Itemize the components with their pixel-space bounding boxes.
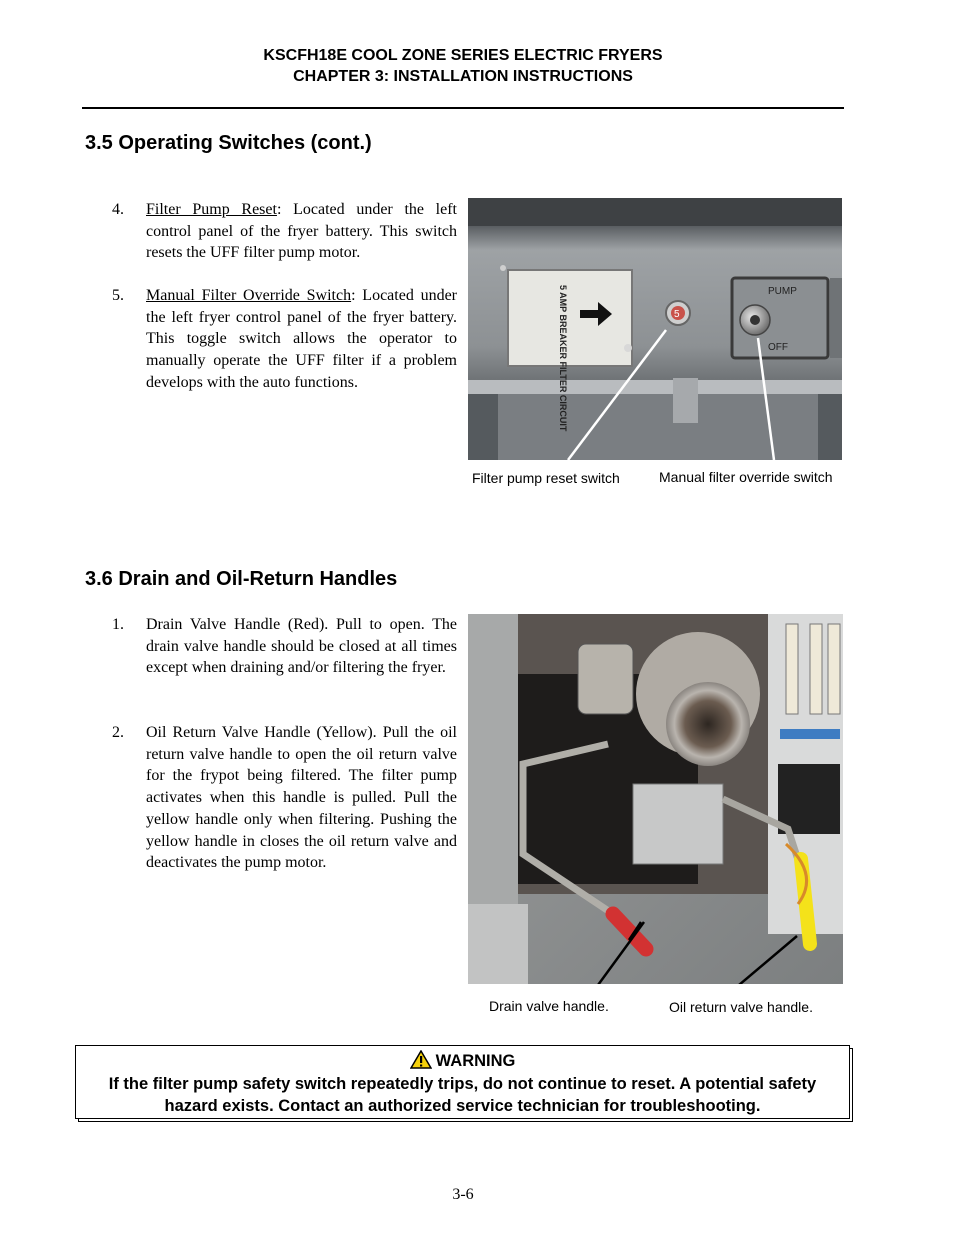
warning-title: WARNING [435,1052,516,1070]
caption-filter-pump-reset: Filter pump reset switch [472,470,620,486]
item-term: Filter Pump Reset [146,201,277,218]
list-item [112,722,457,874]
pump-label: PUMP [768,286,797,297]
warning-box [75,1045,850,1119]
caption-oil-return: Oil return valve handle. [669,999,813,1015]
header-title: KSCFH18E COOL ZONE SERIES ELECTRIC FRYERS [263,47,663,64]
reset-switch-label: 5 [674,309,680,320]
item-text: : Located under the left fryer control panel of the fryer battery. This toggle switch allows the operator to manually operate the UFF filter if a problem develops with the auto functions. [146,287,457,391]
handles-photo [468,614,843,984]
breaker-panel-label: 5 AMP BREAKER FILTER CIRCUIT [558,285,568,432]
list-item [112,285,457,394]
header-rule [82,107,844,109]
item-text: Drain Valve Handle (Red). Pull to open. The drain valve handle should be closed at all times except when draining and/or filtering the fryer. [146,616,457,677]
item-text: Oil Return Valve Handle (Yellow). Pull the oil return valve handle to open the oil return valve for the frypot being filtered. The filter pump activates when this handle is pulled. Pull the yellow handle only when filtering. Pushing the yellow handle in closes the oil return valve and deactivates the pump motor. [146,724,457,872]
warning-body: If the filter pump safety switch repeatedly trips, do not continue to reset. A potential safety hazard exists. Contact an authorized service technician for troubleshooting. [108,1075,817,1115]
list-item [112,614,457,679]
warning-triangle-icon [410,1050,432,1069]
section-heading-3-6: 3.6 Drain and Oil-Return Handles [85,568,398,590]
switch-panel-photo [468,198,842,460]
item-number: 4. [112,201,124,218]
item-text: : Located under the left control panel of the fryer battery. This switch resets the UFF filter pump motor. [146,201,457,262]
caption-manual-override: Manual filter override switch [659,469,833,485]
off-label: OFF [768,342,788,353]
item-term: Manual Filter Override Switch [146,287,352,304]
section-heading-3-5: 3.5 Operating Switches (cont.) [85,132,372,154]
list-item [112,199,457,264]
item-number: 1. [112,616,124,633]
item-number: 5. [112,287,124,304]
caption-drain-valve: Drain valve handle. [489,998,609,1014]
header-chapter: CHAPTER 3: INSTALLATION INSTRUCTIONS [293,68,633,85]
item-number: 2. [112,724,124,741]
page-number: 3-6 [452,1186,474,1203]
